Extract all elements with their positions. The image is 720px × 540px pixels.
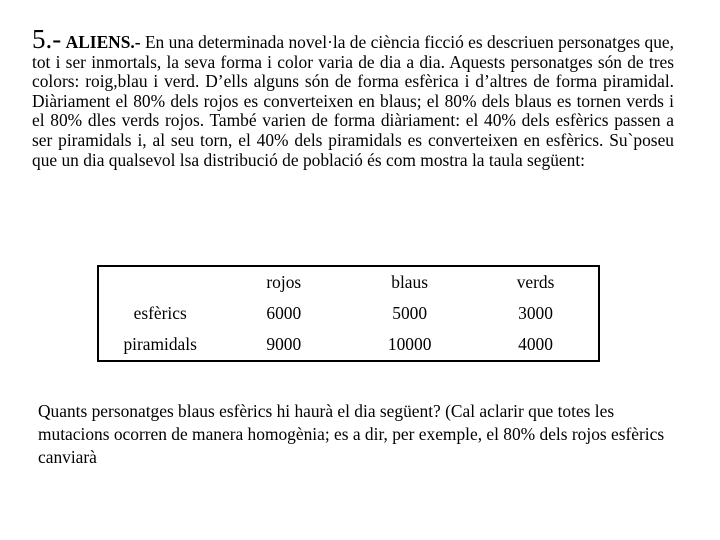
row-label-piramidals: piramidals bbox=[123, 334, 197, 354]
table-cell: 5000 bbox=[392, 303, 428, 323]
header-cell-rojos: rojos bbox=[266, 272, 302, 292]
row-label-esferics: esfèrics bbox=[133, 303, 187, 323]
table-cell: 4000 bbox=[518, 334, 553, 354]
table-row bbox=[98, 298, 599, 329]
problem-statement bbox=[32, 24, 674, 170]
header-cell-empty bbox=[98, 266, 221, 298]
table-cell: 3000 bbox=[518, 303, 553, 323]
problem-number: 5.- bbox=[32, 24, 62, 54]
problem-text: En una determinada novel·la de ciència ficció es descriuen personatges que, tot i ser inmortals, la seva forma i color varia de dia a dia. Aquests personatges són de tres colors: roig,blau i verd. D’ells alguns són de forma esfèrica i d’altres de forma piramidal. Diàriament el 80% dels rojos es converteixen en blaus; el 80% dels blaus es tornen verds i el 80% dles verds rojos. També varien de forma diàriament: el 40% dels esfèrics passen a ser piramidals i, al seu torn, el 40% dels piramidals es converteixen en esfèrics. Su`poseu que un dia qualsevol lsa distribució de població és com mostra la taula següent: bbox=[32, 32, 674, 170]
problem-title: ALIENS.- bbox=[65, 32, 141, 52]
question-text: Quants personatges blaus esfèrics hi haurà el dia següent? (Cal aclarir que totes les mutacions ocorren de manera homogènia; es a dir, per exemple, el 80% dels rojos esfèrics canviarà bbox=[38, 401, 665, 467]
table-cell: 9000 bbox=[266, 334, 302, 354]
table-row bbox=[98, 329, 599, 361]
table-header-row bbox=[98, 266, 599, 298]
table-cell: 10000 bbox=[387, 334, 432, 354]
header-cell-blaus: blaus bbox=[391, 272, 428, 292]
table-cell: 6000 bbox=[266, 303, 302, 323]
population-table bbox=[97, 265, 600, 362]
header-cell-verds: verds bbox=[516, 272, 555, 292]
